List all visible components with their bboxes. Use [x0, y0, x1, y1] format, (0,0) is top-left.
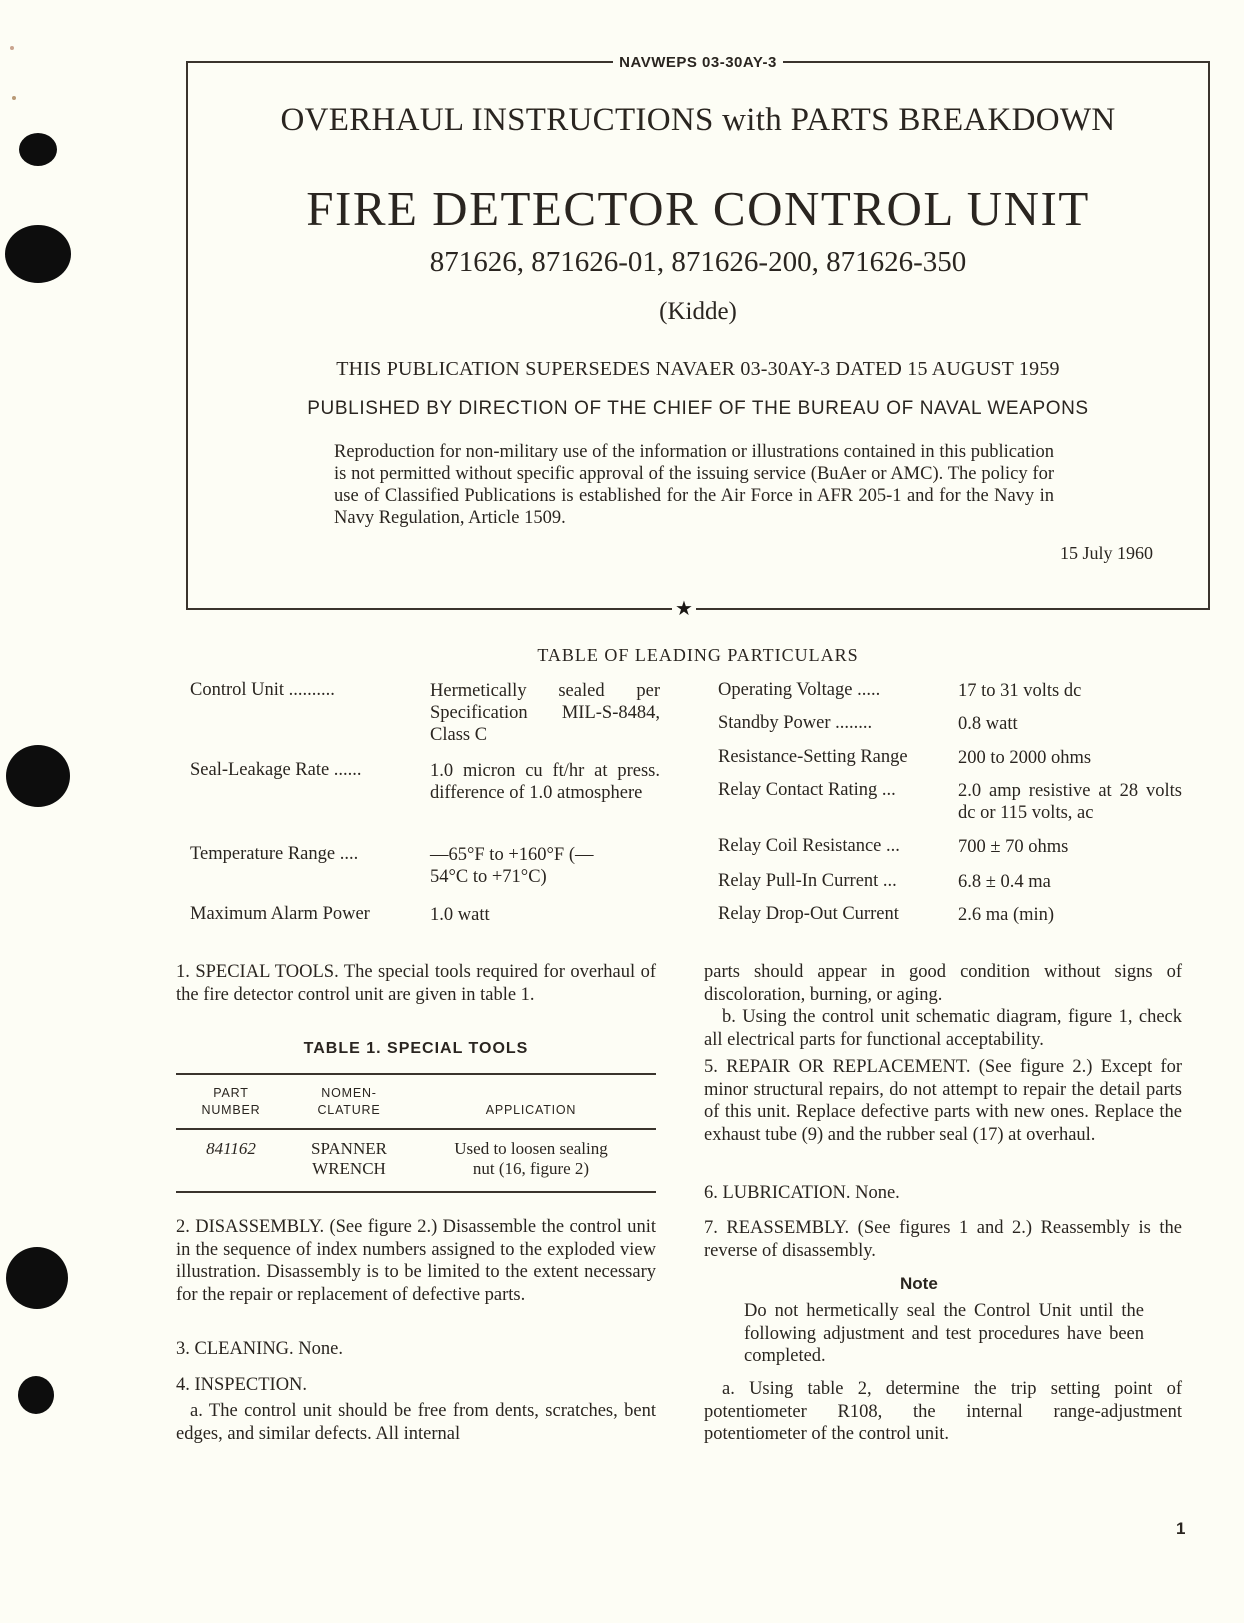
- particular-label: Maximum Alarm Power: [190, 904, 370, 924]
- note-title: Note: [900, 1274, 938, 1293]
- header-line: PART: [213, 1086, 249, 1100]
- series-title: OVERHAUL INSTRUCTIONS with PARTS BREAKDOWN: [280, 102, 1116, 138]
- header-line: CLATURE: [317, 1103, 381, 1117]
- header-line: APPLICATION: [485, 1103, 577, 1117]
- binder-hole: [6, 1247, 68, 1309]
- table-rule: [176, 1073, 656, 1075]
- document-number: NAVWEPS 03-30AY-3: [619, 53, 777, 71]
- cell-line: SPANNER: [311, 1139, 387, 1158]
- particular-value: Hermetically sealed per Specification MIL-S-8484, Class C: [430, 681, 660, 745]
- section-lubrication: 6. LUBRICATION. None.: [704, 1183, 900, 1203]
- particular-label: Relay Contact Rating ...: [718, 780, 896, 800]
- particular-value: 2.6 ma (min): [958, 905, 1055, 925]
- particular-value: 200 to 2000 ohms: [958, 748, 1092, 768]
- table-cell-part-number: 841162: [206, 1139, 256, 1158]
- table1-title: TABLE 1. SPECIAL TOOLS: [303, 1040, 529, 1057]
- star-icon: ★: [672, 597, 696, 621]
- table-rule: [176, 1128, 656, 1130]
- section-inspection-heading: 4. INSPECTION.: [176, 1375, 308, 1395]
- particular-label: Relay Drop-Out Current: [718, 904, 899, 924]
- particular-value: 1.0 watt: [430, 905, 490, 925]
- table-cell-application: [416, 1139, 646, 1179]
- cell-line: nut (16, figure 2): [472, 1159, 590, 1178]
- particular-label: Resistance-Setting Range: [718, 747, 908, 767]
- particular-value: 6.8 ± 0.4 ma: [958, 872, 1051, 892]
- published-by: PUBLISHED BY DIRECTION OF THE CHIEF OF THE BUREAU OF NAVAL WEAPONS: [307, 398, 1089, 419]
- binder-hole: [6, 745, 70, 807]
- particular-label: Relay Coil Resistance ...: [718, 836, 900, 856]
- particular-label: Operating Voltage .....: [718, 680, 881, 700]
- particular-value: 1.0 micron cu ft/hr at press. difference of 1.0 atmosphere: [430, 761, 660, 803]
- page-number: 1: [1176, 1519, 1186, 1538]
- particular-value: 17 to 31 volts dc: [958, 681, 1082, 701]
- column-header-application: [416, 1102, 646, 1119]
- header-line: NOMEN-: [321, 1086, 377, 1100]
- scan-speck: [10, 46, 14, 50]
- inspection-item-a: a. The control unit should be free from dents, scratches, bent edges, and similar defects. All internal: [176, 1401, 656, 1444]
- particular-value: 0.8 watt: [958, 714, 1018, 734]
- particular-label: Standby Power ........: [718, 713, 873, 733]
- binder-hole: [19, 133, 57, 166]
- publication-date: 15 July 1960: [1060, 543, 1154, 563]
- section-special-tools: 1. SPECIAL TOOLS. The special tools required for overhaul of the fire detector control unit are given in table 1.: [176, 962, 656, 1005]
- reassembly-item-a: a. Using table 2, determine the trip setting point of potentiometer R108, the internal range-adjustment potentiometer of the control unit.: [704, 1379, 1182, 1444]
- binder-hole: [18, 1376, 54, 1414]
- part-numbers: 871626, 871626-01, 871626-200, 871626-350: [429, 246, 967, 278]
- column-header-part-number: [176, 1085, 286, 1119]
- inspection-item-b: b. Using the control unit schematic diagram, figure 1, check all electrical parts for functional acceptability.: [704, 1007, 1182, 1050]
- scan-speck: [12, 96, 16, 100]
- table-rule: [176, 1191, 656, 1193]
- particular-label: Relay Pull-In Current ...: [718, 871, 897, 891]
- reproduction-notice: Reproduction for non-military use of the information or illustrations contained in this publication is not permitted without specific approval of the issuing service (BuAer or AMC). The policy for use of Classified Publications is established for the Air Force in AFR 205-1 and for the Navy in Navy Regulation, Article 1509.: [334, 442, 1054, 528]
- cell-line: WRENCH: [312, 1159, 386, 1178]
- main-title: FIRE DETECTOR CONTROL UNIT: [306, 181, 1090, 236]
- particular-value: 2.0 amp resistive at 28 volts dc or 115 volts, ac: [958, 781, 1182, 823]
- note-text: Do not hermetically seal the Control Unit until the following adjustment and test procedures have been completed.: [744, 1301, 1144, 1366]
- supersedes-notice: THIS PUBLICATION SUPERSEDES NAVAER 03-30AY-3 DATED 15 AUGUST 1959: [336, 358, 1060, 380]
- particular-label: Temperature Range ....: [190, 844, 359, 864]
- cell-line: Used to loosen sealing: [454, 1139, 608, 1158]
- table-cell-nomenclature: [294, 1139, 404, 1179]
- section-cleaning: 3. CLEANING. None.: [176, 1339, 343, 1359]
- section-disassembly: 2. DISASSEMBLY. (See figure 2.) Disassemble the control unit in the sequence of index numbers assigned to the exploded view illustration. Disassembly is to be limited to the extent necessary for the repair or replacement of defective parts.: [176, 1217, 656, 1305]
- particular-value: 700 ± 70 ohms: [958, 837, 1069, 857]
- header-line: NUMBER: [201, 1103, 261, 1117]
- binder-hole: [5, 225, 71, 283]
- section-reassembly: 7. REASSEMBLY. (See figures 1 and 2.) Reassembly is the reverse of disassembly.: [704, 1218, 1182, 1261]
- particular-label: Control Unit ..........: [190, 680, 335, 700]
- particular-value: —65°F to +160°F (—54°C to +71°C): [430, 845, 594, 887]
- inspection-item-a-continued: parts should appear in good condition without signs of discoloration, burning, or aging.: [704, 962, 1182, 1005]
- manufacturer: (Kidde): [659, 298, 737, 325]
- section-repair-replacement: 5. REPAIR OR REPLACEMENT. (See figure 2.) Except for minor structural repairs, do not attempt to repair the detail parts of this unit. Replace defective parts with new ones. Replace the exhaust tube (9) and the rubber seal (17) at overhaul.: [704, 1057, 1182, 1145]
- column-header-nomenclature: [294, 1085, 404, 1119]
- particular-label: Seal-Leakage Rate ......: [190, 760, 362, 780]
- leading-particulars-title: TABLE OF LEADING PARTICULARS: [537, 645, 859, 665]
